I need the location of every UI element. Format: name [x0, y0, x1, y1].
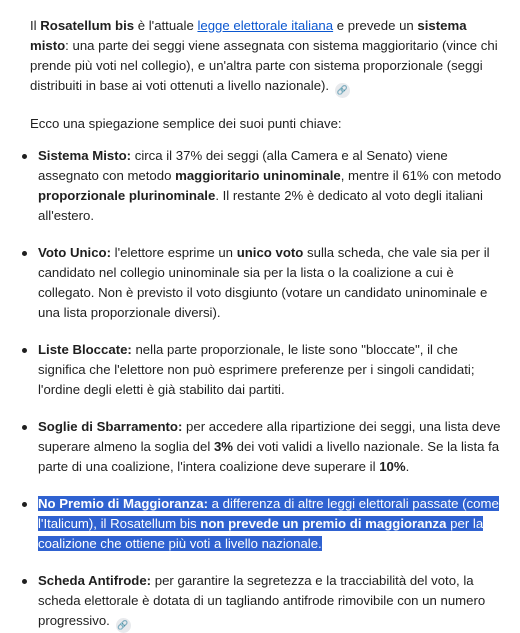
item-title: Soglie di Sbarramento:: [38, 419, 183, 434]
lead-sentence: Ecco una spiegazione semplice dei suoi punti chiave:: [30, 116, 342, 131]
link-icon[interactable]: 🔗: [116, 618, 131, 633]
item-bold: 10%: [379, 459, 406, 474]
intro-text-4: : una parte dei seggi viene assegnata con sistema maggioritario (vince chi prende più voti nel collegio), e un'altra parte con sistema proporzionale (seggi distribuiti in base ai voti ottenuti a livello nazionale).: [30, 38, 498, 93]
intro-text-1: Il: [30, 18, 41, 33]
item-text: per garantire la segretezza e la tracciabilità del voto, la scheda elettorale è dotata di un tagliando antifrode rimovibile con un numero progressivo.: [38, 573, 486, 628]
item-text: . Il restante 2% è dedicato al voto degli italiani all'estero.: [38, 188, 483, 223]
list-item-voto-unico: [30, 243, 508, 323]
item-title: Voto Unico:: [38, 245, 112, 260]
item-text: nella parte proporzionale, le liste sono "bloccate", il che significa che l'elettore non può esprimere preferenze per i singoli candidati; l'ordine degli eletti è già stabilito dai partiti.: [38, 342, 475, 397]
list-item-liste-bloccate: [30, 340, 508, 400]
list-item-soglie-sbarramento: [30, 417, 508, 477]
item-text: sulla scheda, che vale sia per il candidato nel collegio uninominale sia per la lista o la coalizione a cui è collegato. Non è previsto il voto disgiunto (votare un candidato uninominale e una lista proporzionale diversi).: [38, 245, 490, 320]
intro-text-3: e prevede un: [333, 18, 418, 33]
link-icon[interactable]: 🔗: [335, 83, 350, 98]
item-title: Liste Bloccate:: [38, 342, 132, 357]
list-item-scheda-antifrode: [30, 571, 508, 633]
item-text: , mentre il 61% con metodo: [340, 168, 502, 183]
item-text: per la coalizione che ottiene più voti a livello nazionale.: [38, 516, 484, 551]
item-bold: non prevede un premio di maggioranza: [200, 516, 447, 531]
key-points-list: [30, 146, 508, 633]
item-text: .: [405, 459, 410, 474]
item-bold: maggioritario uninominale: [175, 168, 341, 183]
law-name: Rosatellum bis: [40, 18, 135, 33]
item-bold: proporzionale plurinominale: [38, 188, 216, 203]
intro-text-2: è l'attuale: [134, 18, 198, 33]
list-item-no-premio-selected: [30, 494, 508, 554]
item-title: No Premio di Maggioranza:: [38, 496, 208, 511]
item-text: a differenza di altre leggi elettorali passate (come l'Italicum), il Rosatellum bis: [38, 496, 499, 531]
item-text: per accedere alla ripartizione dei seggi, una lista deve superare almeno la soglia del: [38, 419, 501, 454]
intro-paragraph: [30, 16, 508, 98]
item-title: Scheda Antifrode:: [38, 573, 152, 588]
item-text: circa il 37% dei seggi (alla Camera e al Senato) viene assegnato con metodo: [38, 148, 448, 183]
item-text: dei voti validi a livello nazionale. Se la lista fa parte di una coalizione, l'intera coalizione deve superare il: [38, 439, 500, 474]
item-bold: unico voto: [236, 245, 304, 260]
electoral-law-link[interactable]: legge elettorale italiana: [197, 18, 334, 33]
item-text: l'elettore esprime un: [111, 245, 237, 260]
mixed-system-term: sistema misto: [30, 18, 467, 53]
item-bold: 3%: [213, 439, 234, 454]
selected-text[interactable]: [38, 496, 499, 551]
list-item-sistema-misto: [30, 146, 508, 226]
item-title: Sistema Misto:: [38, 148, 132, 163]
